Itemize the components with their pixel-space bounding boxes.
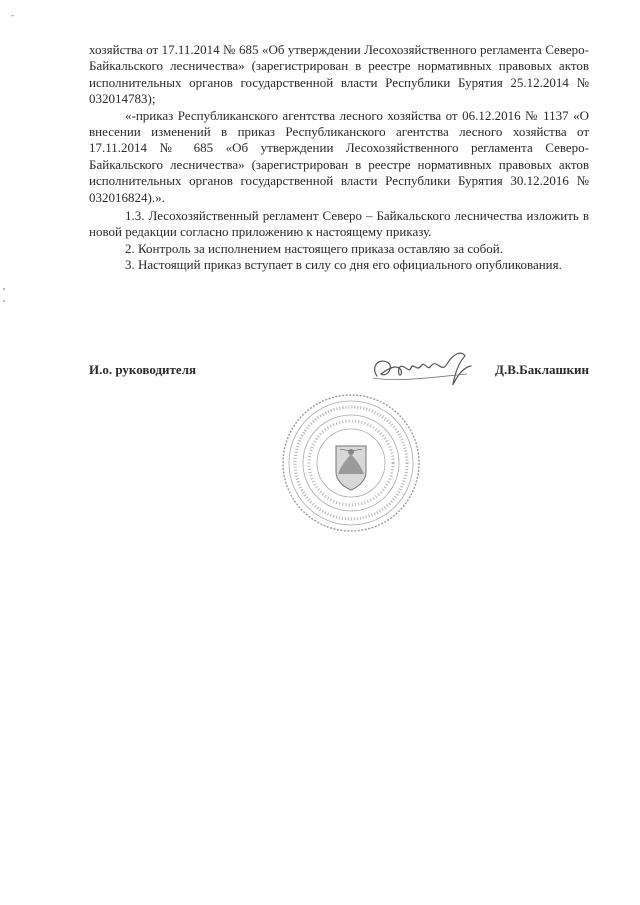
paragraph-continuation: хозяйства от 17.11.2014 № 685 «Об утверждении Лесохозяйственного регламента Северо-Байкальского лесничества» (зарегистрирован в реестре нормативных правовых актов исполнительных органов государственной власти Республики Бурятия 25.12.2014 № 032014783); bbox=[89, 42, 589, 107]
scan-speck bbox=[3, 288, 5, 290]
signatory-title: И.о. руководителя bbox=[89, 362, 197, 377]
paragraph-amendment-order: «-приказ Республиканского агентства лесного хозяйства от 06.12.2016 № 1137 «О внесении изменений в приказ Республиканского агентства лесного хозяйства от 17.11.2014 № 685 «Об утверждении Лесохозяйственного регламента Северо-Байкальского лесничества» (зарегистрирован в реестре нормативных правовых актов исполнительных органов государственной власти Республики Бурятия 30.12.2016 № 032016824).». bbox=[89, 107, 589, 205]
signatory-name: Д.В.Баклашкин bbox=[495, 362, 589, 377]
document-body bbox=[89, 42, 589, 274]
paragraph-item-2: 2. Контроль за исполнением настоящего приказа оставляю за собой. bbox=[125, 240, 503, 256]
scan-speck bbox=[3, 300, 5, 302]
signature-block bbox=[89, 362, 589, 382]
handwritten-signature bbox=[367, 348, 487, 392]
paragraph-item-1-3: 1.3. Лесохозяйственный регламент Северо – Байкальского лесничества изложить в новой редакции согласно приложению к настоящему приказу. bbox=[89, 208, 589, 240]
paragraph-item-3: 3. Настоящий приказ вступает в силу со дня его официального опубликования. bbox=[125, 257, 562, 273]
margin-mark: - bbox=[11, 10, 14, 20]
official-seal bbox=[280, 392, 422, 534]
